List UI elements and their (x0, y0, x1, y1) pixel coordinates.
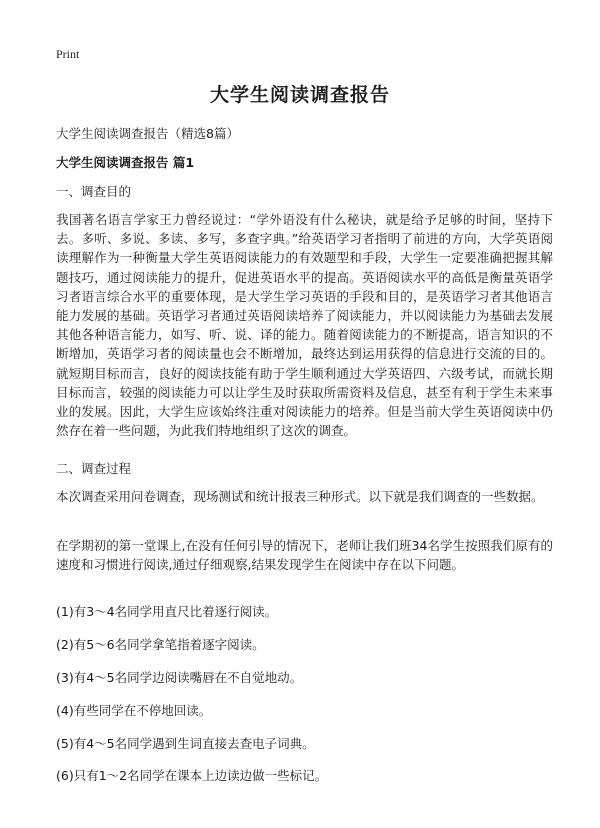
document-subtitle: 大学生阅读调查报告（精选8篇） (56, 126, 239, 141)
list-item: (1)有3～4名同学用直尺比着逐行阅读。 (56, 604, 278, 619)
page-title: 大学生阅读调查报告 (209, 84, 390, 106)
section-heading-purpose: 一、调查目的 (56, 184, 132, 199)
list-item: (6)只有1～2名同学在课本上边读边做一些标记。 (56, 768, 328, 783)
section-heading-process: 二、调查过程 (56, 461, 132, 476)
article-title: 大学生阅读调查报告 篇1 (56, 155, 195, 170)
list-item: (3)有4～5名同学边阅读嘴唇在不自觉地动。 (56, 670, 303, 685)
print-link[interactable]: Print (56, 47, 80, 61)
list-item: (4)有些同学在不停地回读。 (56, 703, 212, 718)
paragraph-method: 本次调查采用问卷调查，现场测试和统计报表三种形式。以下就是我们调查的一些数据。 (56, 489, 544, 504)
list-item: (5)有4～5名同学遇到生词直接去查电子词典。 (56, 736, 315, 751)
list-item: (2)有5～6名同学拿笔指着逐字阅读。 (56, 637, 265, 652)
paragraph-observation: 在学期初的第一堂课上,在没有任何引导的情况下，老师让我们班34名学生按照我们原有的速度和习惯进行阅读,通过仔细观察,结果发现学生在阅读中存在以下问题。 (56, 538, 553, 573)
paragraph-purpose: 我国著名语言学家王力曾经说过：“学外语没有什么秘诀，就是给予足够的时间，坚持下去。多听、多说、多读、多写，多查字典。”给英语学习者指明了前进的方向，大学英语阅读理解作为一种衡量大学生英语阅读能力的有效题型和手段，大学生一定要准确把握其解题技巧，通过阅读能力的提升，促进英语水平的提高。英语阅读水平的高低是衡量英语学习者语言综合水平的重要体现，是大学生学习英语的手段和目的，是英语学习者其他语言能力发展的基础。英语学习者通过英语阅读培养了阅读能力，并以阅读能力为基础去发展其他各种语言能力，如写、听、说、译的能力。随着阅读能力的不断提高，语言知识的不断增加，英语学习者的阅读量也会不断增加，最终达到运用获得的信息进行交流的目的。就短期目标而言，良好的阅读技能有助于学生顺利通过大学英语四、六级考试，而就长期目标而言，较强的阅读能力可以让学生及时获取所需资料及信息，甚至有利于学生未来事业的发展。因此，大学生应该始终注重对阅读能力的培养。但是当前大学生英语阅读中仍然存在着一些问题，为此我们特地组织了这次的调查。 (56, 212, 553, 439)
